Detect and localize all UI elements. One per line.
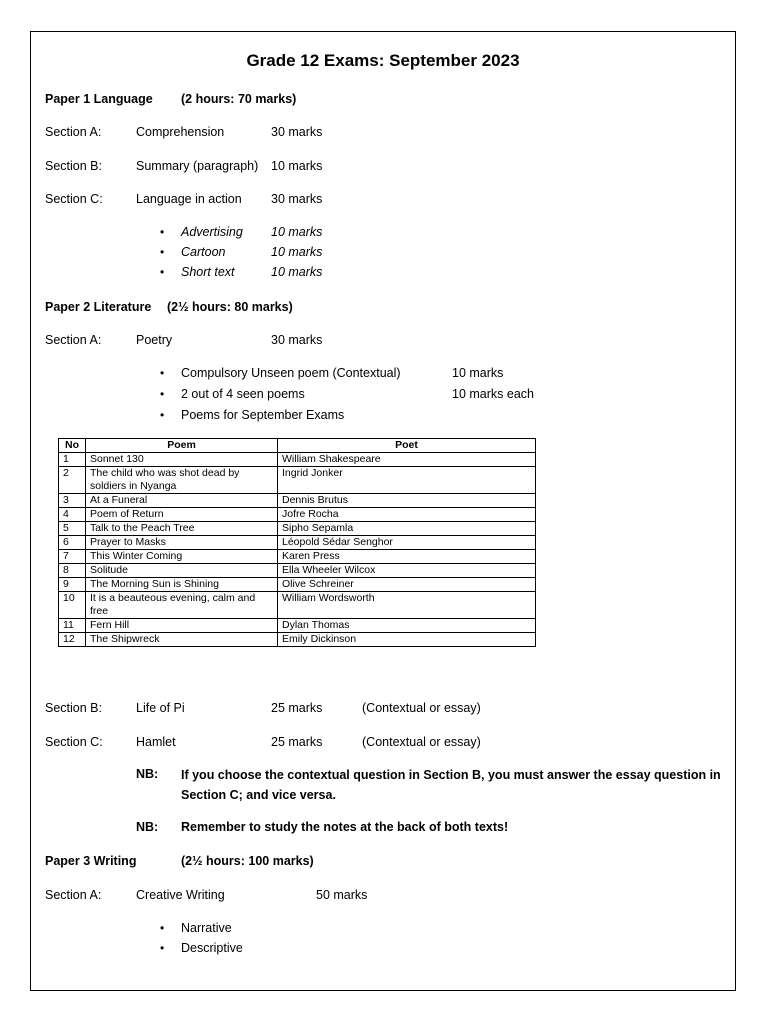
- poem-title-cell: Sonnet 130: [86, 453, 278, 467]
- paper3-section-a-marks: 50 marks: [316, 888, 368, 902]
- poems-table: [58, 438, 536, 647]
- bullet-icon: •: [160, 265, 165, 279]
- poetry-bullet-seen-marks: 10 marks each: [452, 387, 534, 401]
- paper2-heading: Paper 2 Literature: [45, 300, 152, 314]
- poem-number-cell: 1: [59, 453, 86, 467]
- table-row: [59, 550, 536, 564]
- table-row: [59, 592, 536, 619]
- paper2-section-c-marks: 25 marks: [271, 735, 323, 749]
- poem-title-cell: The Shipwreck: [86, 633, 278, 647]
- nb-label: NB:: [136, 767, 159, 781]
- bullet-icon: •: [160, 245, 165, 259]
- poet-name-cell: Dylan Thomas: [278, 619, 536, 633]
- poem-title-cell: The child who was shot dead by soldiers in Nyanga: [86, 467, 278, 494]
- paper2-section-a-label: Section A:: [45, 333, 102, 347]
- paper3-section-a-label: Section A:: [45, 888, 102, 902]
- paper1-section-b-topic: Summary (paragraph): [136, 159, 259, 173]
- poet-name-cell: Ingrid Jonker: [278, 467, 536, 494]
- poem-number-cell: 12: [59, 633, 86, 647]
- paper1-section-a-label: Section A:: [45, 125, 102, 139]
- table-row: [59, 522, 536, 536]
- nb-contextual-note: If you choose the contextual question in Section B, you must answer the essay question in Section C; and vice versa.: [181, 768, 721, 802]
- poem-title-cell: It is a beauteous evening, calm and free: [86, 592, 278, 619]
- poems-table-body: [59, 453, 536, 647]
- poetry-bullet-unseen: Compulsory Unseen poem (Contextual): [181, 366, 401, 380]
- poem-title-cell: Talk to the Peach Tree: [86, 522, 278, 536]
- poem-number-cell: 9: [59, 578, 86, 592]
- subitem-advertising: Advertising: [181, 225, 243, 239]
- paper2-section-b-note: (Contextual or essay): [362, 701, 481, 715]
- nb-label: NB:: [136, 820, 159, 834]
- paper2-section-b-marks: 25 marks: [271, 701, 323, 715]
- poem-title-cell: At a Funeral: [86, 494, 278, 508]
- subitem-cartoon: Cartoon: [181, 245, 226, 259]
- document-body: [31, 32, 735, 990]
- column-header-poem: Poem: [86, 439, 278, 453]
- paper1-section-c-marks: 30 marks: [271, 192, 323, 206]
- poetry-bullet-seen: 2 out of 4 seen poems: [181, 387, 305, 401]
- poem-title-cell: The Morning Sun is Shining: [86, 578, 278, 592]
- poet-name-cell: Dennis Brutus: [278, 494, 536, 508]
- paper2-info: (2½ hours: 80 marks): [167, 300, 293, 314]
- poem-title-cell: This Winter Coming: [86, 550, 278, 564]
- paper1-section-c-label: Section C:: [45, 192, 103, 206]
- table-row: [59, 619, 536, 633]
- poet-name-cell: Ella Wheeler Wilcox: [278, 564, 536, 578]
- poetry-bullet-september: Poems for September Exams: [181, 408, 345, 422]
- poem-title-cell: Solitude: [86, 564, 278, 578]
- table-row: [59, 564, 536, 578]
- bullet-icon: •: [160, 225, 165, 239]
- bullet-icon: •: [160, 408, 165, 422]
- subitem-advertising-marks: 10 marks: [271, 225, 323, 239]
- paper2-section-b-label: Section B:: [45, 701, 102, 715]
- poem-number-cell: 11: [59, 619, 86, 633]
- poet-name-cell: Sipho Sepamla: [278, 522, 536, 536]
- poem-title-cell: Prayer to Masks: [86, 536, 278, 550]
- paper2-section-c-label: Section C:: [45, 735, 103, 749]
- poem-number-cell: 4: [59, 508, 86, 522]
- subitem-short-text-marks: 10 marks: [271, 265, 323, 279]
- poem-number-cell: 6: [59, 536, 86, 550]
- column-header-poet: Poet: [278, 439, 536, 453]
- paper1-section-b-marks: 10 marks: [271, 159, 323, 173]
- paper1-heading: Paper 1 Language: [45, 92, 153, 106]
- subitem-short-text: Short text: [181, 265, 235, 279]
- bullet-icon: •: [160, 941, 165, 955]
- poetry-bullet-unseen-marks: 10 marks: [452, 366, 504, 380]
- subitem-cartoon-marks: 10 marks: [271, 245, 323, 259]
- writing-bullet-descriptive: Descriptive: [181, 941, 243, 955]
- table-row: [59, 633, 536, 647]
- nb-study-note: Remember to study the notes at the back of both texts!: [181, 820, 509, 834]
- poet-name-cell: William Shakespeare: [278, 453, 536, 467]
- poem-number-cell: 8: [59, 564, 86, 578]
- paper1-section-b-label: Section B:: [45, 159, 102, 173]
- poet-name-cell: Karen Press: [278, 550, 536, 564]
- table-row: [59, 578, 536, 592]
- paper1-section-a-marks: 30 marks: [271, 125, 323, 139]
- poem-number-cell: 5: [59, 522, 86, 536]
- table-row: [59, 467, 536, 494]
- bullet-icon: •: [160, 366, 165, 380]
- paper2-section-c-topic: Hamlet: [136, 735, 176, 749]
- paper1-section-a-topic: Comprehension: [136, 125, 225, 139]
- paper1-section-c-topic: Language in action: [136, 192, 242, 206]
- table-row: [59, 508, 536, 522]
- paper3-section-a-topic: Creative Writing: [136, 888, 225, 902]
- column-header-no: No: [59, 439, 86, 453]
- poem-number-cell: 10: [59, 592, 86, 619]
- paper3-info: (2½ hours: 100 marks): [181, 854, 314, 868]
- poet-name-cell: Emily Dickinson: [278, 633, 536, 647]
- table-row: [59, 453, 536, 467]
- poem-number-cell: 3: [59, 494, 86, 508]
- table-header-row: [59, 439, 536, 453]
- paper2-section-a-marks: 30 marks: [271, 333, 323, 347]
- paper1-info: (2 hours: 70 marks): [181, 92, 297, 106]
- paper3-heading: Paper 3 Writing: [45, 854, 137, 868]
- bullet-icon: •: [160, 921, 165, 935]
- writing-bullet-narrative: Narrative: [181, 921, 232, 935]
- paper2-section-c-note: (Contextual or essay): [362, 735, 481, 749]
- poem-number-cell: 7: [59, 550, 86, 564]
- paper2-section-b-topic: Life of Pi: [136, 701, 185, 715]
- document-title: Grade 12 Exams: September 2023: [246, 51, 520, 70]
- table-row: [59, 494, 536, 508]
- poet-name-cell: Jofre Rocha: [278, 508, 536, 522]
- document-page: [30, 31, 736, 991]
- poet-name-cell: Léopold Sédar Senghor: [278, 536, 536, 550]
- poet-name-cell: Olive Schreiner: [278, 578, 536, 592]
- bullet-icon: •: [160, 387, 165, 401]
- poem-title-cell: Poem of Return: [86, 508, 278, 522]
- table-row: [59, 536, 536, 550]
- poem-title-cell: Fern Hill: [86, 619, 278, 633]
- poet-name-cell: William Wordsworth: [278, 592, 536, 619]
- paper2-section-a-topic: Poetry: [136, 333, 173, 347]
- poem-number-cell: 2: [59, 467, 86, 494]
